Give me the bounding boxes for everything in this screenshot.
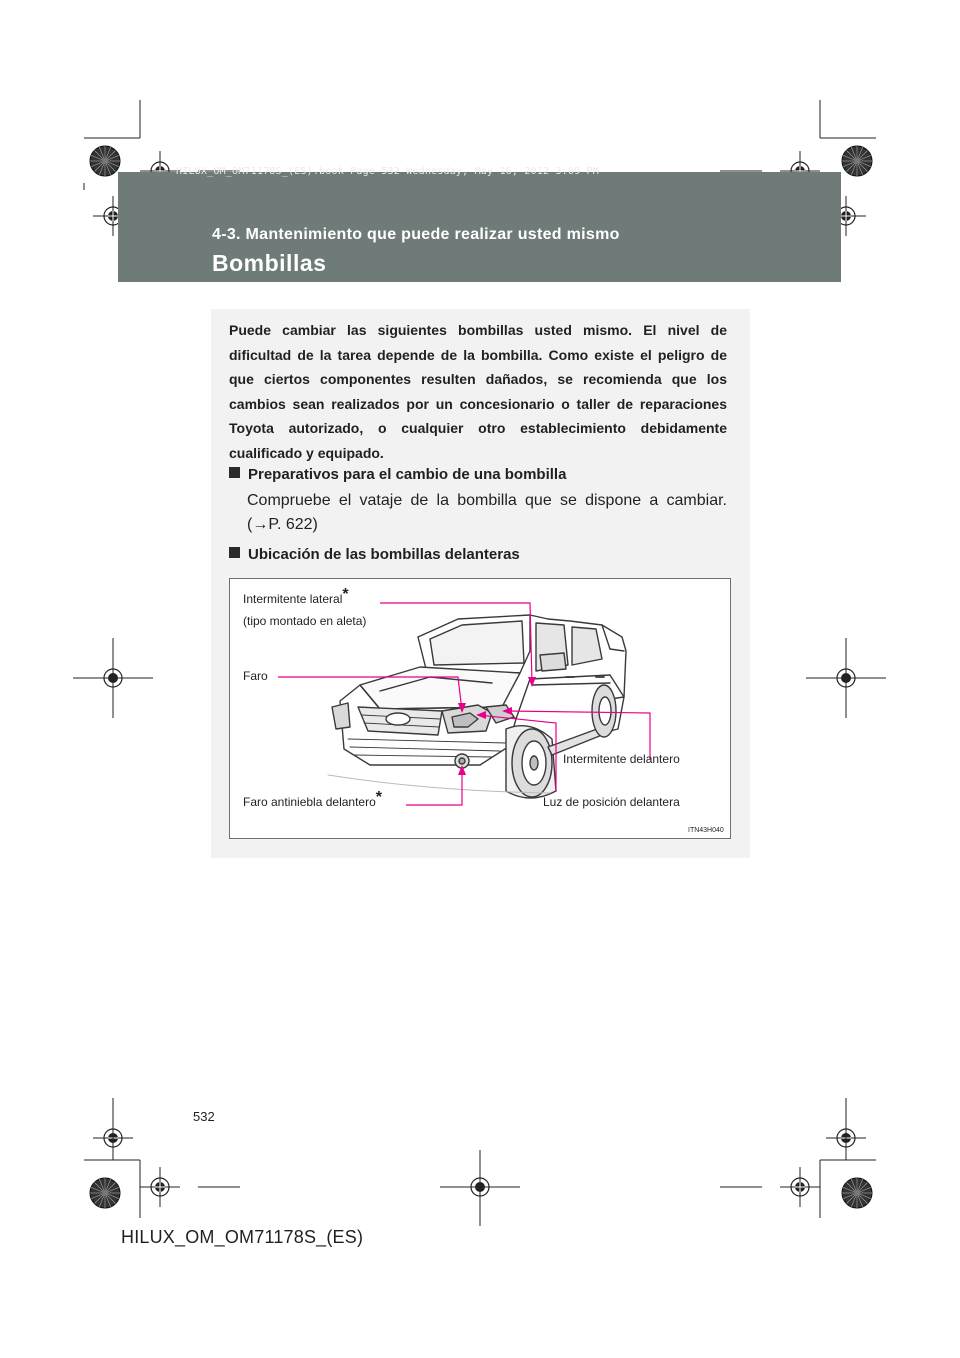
asterisk-note: *	[375, 789, 382, 806]
book-info-line: HILUX_OM_OM71178S_(ES).book Page 532 Wednesday, May 16, 2012 3:09 PM	[176, 166, 599, 177]
bulb-location-figure	[229, 578, 731, 839]
heading-location	[229, 546, 520, 563]
square-bullet-icon	[229, 467, 240, 478]
preparation-text: Compruebe el vataje de la bombilla que se dispone a cambiar. (→P. 622)	[247, 492, 727, 533]
figure-code: ITN43H040	[688, 827, 724, 834]
label-side-turn-signal: Intermitente lateral*	[243, 586, 349, 606]
page-title: Bombillas	[212, 250, 327, 276]
label-front-turn-signal: Intermitente delantero	[563, 752, 680, 766]
heading-location-text: Ubicación de las bombillas delanteras	[248, 546, 520, 563]
asterisk-note: *	[342, 586, 349, 603]
square-bullet-icon	[229, 547, 240, 558]
footer-doc-id: HILUX_OM_OM71178S_(ES)	[121, 1227, 364, 1247]
heading-preparation-text: Preparativos para el cambio de una bombilla	[248, 466, 567, 483]
label-side-turn-note: (tipo montado en aleta)	[243, 614, 367, 628]
label-headlight: Faro	[243, 669, 268, 683]
intro-paragraph: Puede cambiar las siguientes bombillas usted mismo. El nivel de dificultad de la tarea depende de la bombilla. Como existe el peligro de que ciertos componentes resulten dañados, se recomienda que los cambios sean realizados por un concesionario o taller de reparaciones Toyota autorizado, o cualquier otro establecimiento debidamente cualificado y equipado.	[229, 322, 727, 461]
label-front-parking-light: Luz de posición delantera	[543, 795, 680, 809]
label-front-fog-light: Faro antiniebla delantero*	[243, 789, 382, 809]
page-number: 532	[193, 1109, 215, 1124]
heading-preparation	[229, 466, 566, 483]
section-heading: 4-3. Mantenimiento que puede realizar usted mismo	[212, 226, 620, 243]
